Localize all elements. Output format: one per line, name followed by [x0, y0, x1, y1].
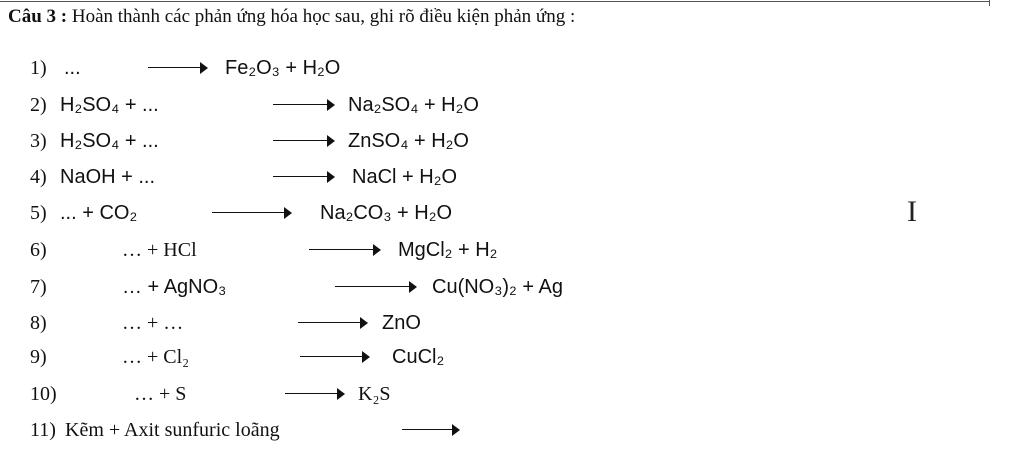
- reactants: ... + CO₂: [60, 202, 138, 224]
- products: K₂S: [358, 383, 391, 405]
- products: CuCl₂: [392, 346, 445, 368]
- reactants: ...: [64, 57, 81, 79]
- reaction-arrow-icon: [300, 350, 370, 364]
- products: Fe₂O₃ + H₂O: [225, 57, 341, 79]
- reaction-number: 9): [30, 346, 47, 368]
- reactants: … + HCl: [122, 239, 197, 261]
- reaction-arrow-icon: [273, 98, 335, 112]
- reaction-number: 6): [30, 239, 47, 261]
- reaction-arrow-icon: [335, 280, 417, 294]
- top-rule: [0, 1, 990, 2]
- question-label: Câu 3 :: [8, 6, 68, 27]
- reaction-number: 7): [30, 276, 47, 298]
- reaction-number: 3): [30, 130, 47, 152]
- reaction-arrow-icon: [273, 170, 335, 184]
- reaction-number: 4): [30, 166, 47, 188]
- reaction-2: [30, 90, 990, 120]
- reaction-arrow-icon: [212, 206, 292, 220]
- reaction-arrow-icon: [285, 387, 345, 401]
- reactants: … + S: [134, 383, 187, 405]
- text-cursor-icon: I: [907, 195, 917, 228]
- question-text: Hoàn thành các phản ứng hóa học sau, ghi rõ điều kiện phản ứng :: [71, 6, 576, 27]
- products: ZnO: [382, 312, 421, 334]
- products: Na₂SO₄ + H₂O: [348, 94, 479, 116]
- reactants: NaOH + ...: [60, 166, 156, 188]
- reaction-arrow-icon: [273, 134, 335, 148]
- reaction-5: [30, 198, 990, 228]
- reactants: Kẽm + Axit sunfuric loãng: [65, 419, 280, 441]
- products: Na₂CO₃ + H₂O: [320, 202, 453, 224]
- reaction-number: 2): [30, 94, 47, 116]
- reaction-10: [30, 379, 990, 409]
- reaction-number: 10): [30, 383, 57, 405]
- reaction-9: [30, 342, 990, 372]
- reaction-8: [30, 308, 990, 338]
- reaction-arrow-icon: [309, 243, 381, 257]
- reactants: H₂SO₄ + ...: [60, 94, 159, 116]
- reaction-arrow-icon: [298, 316, 368, 330]
- reactants: … + AgNO₃: [122, 276, 227, 298]
- products: MgCl₂ + H₂: [398, 239, 498, 261]
- reactants: H₂SO₄ + ...: [60, 130, 159, 152]
- products: Cu(NO₃)₂ + Ag: [432, 276, 563, 298]
- products: NaCl + H₂O: [352, 166, 458, 188]
- question-header: [8, 6, 575, 28]
- reaction-number: 5): [30, 202, 47, 224]
- reactants: … + …: [122, 312, 184, 334]
- reaction-6: [30, 235, 990, 265]
- reaction-11: [30, 415, 990, 445]
- reaction-3: [30, 126, 990, 156]
- reaction-number: 1): [30, 57, 47, 79]
- products: ZnSO₄ + H₂O: [348, 130, 469, 152]
- reaction-arrow-icon: [148, 61, 208, 75]
- reaction-arrow-icon: [402, 423, 460, 437]
- reaction-4: [30, 162, 990, 192]
- reaction-number: 8): [30, 312, 47, 334]
- reaction-1: [30, 53, 990, 83]
- reactants: … + Cl₂: [122, 346, 190, 368]
- reaction-7: [30, 272, 990, 302]
- reaction-number: 11): [30, 419, 56, 441]
